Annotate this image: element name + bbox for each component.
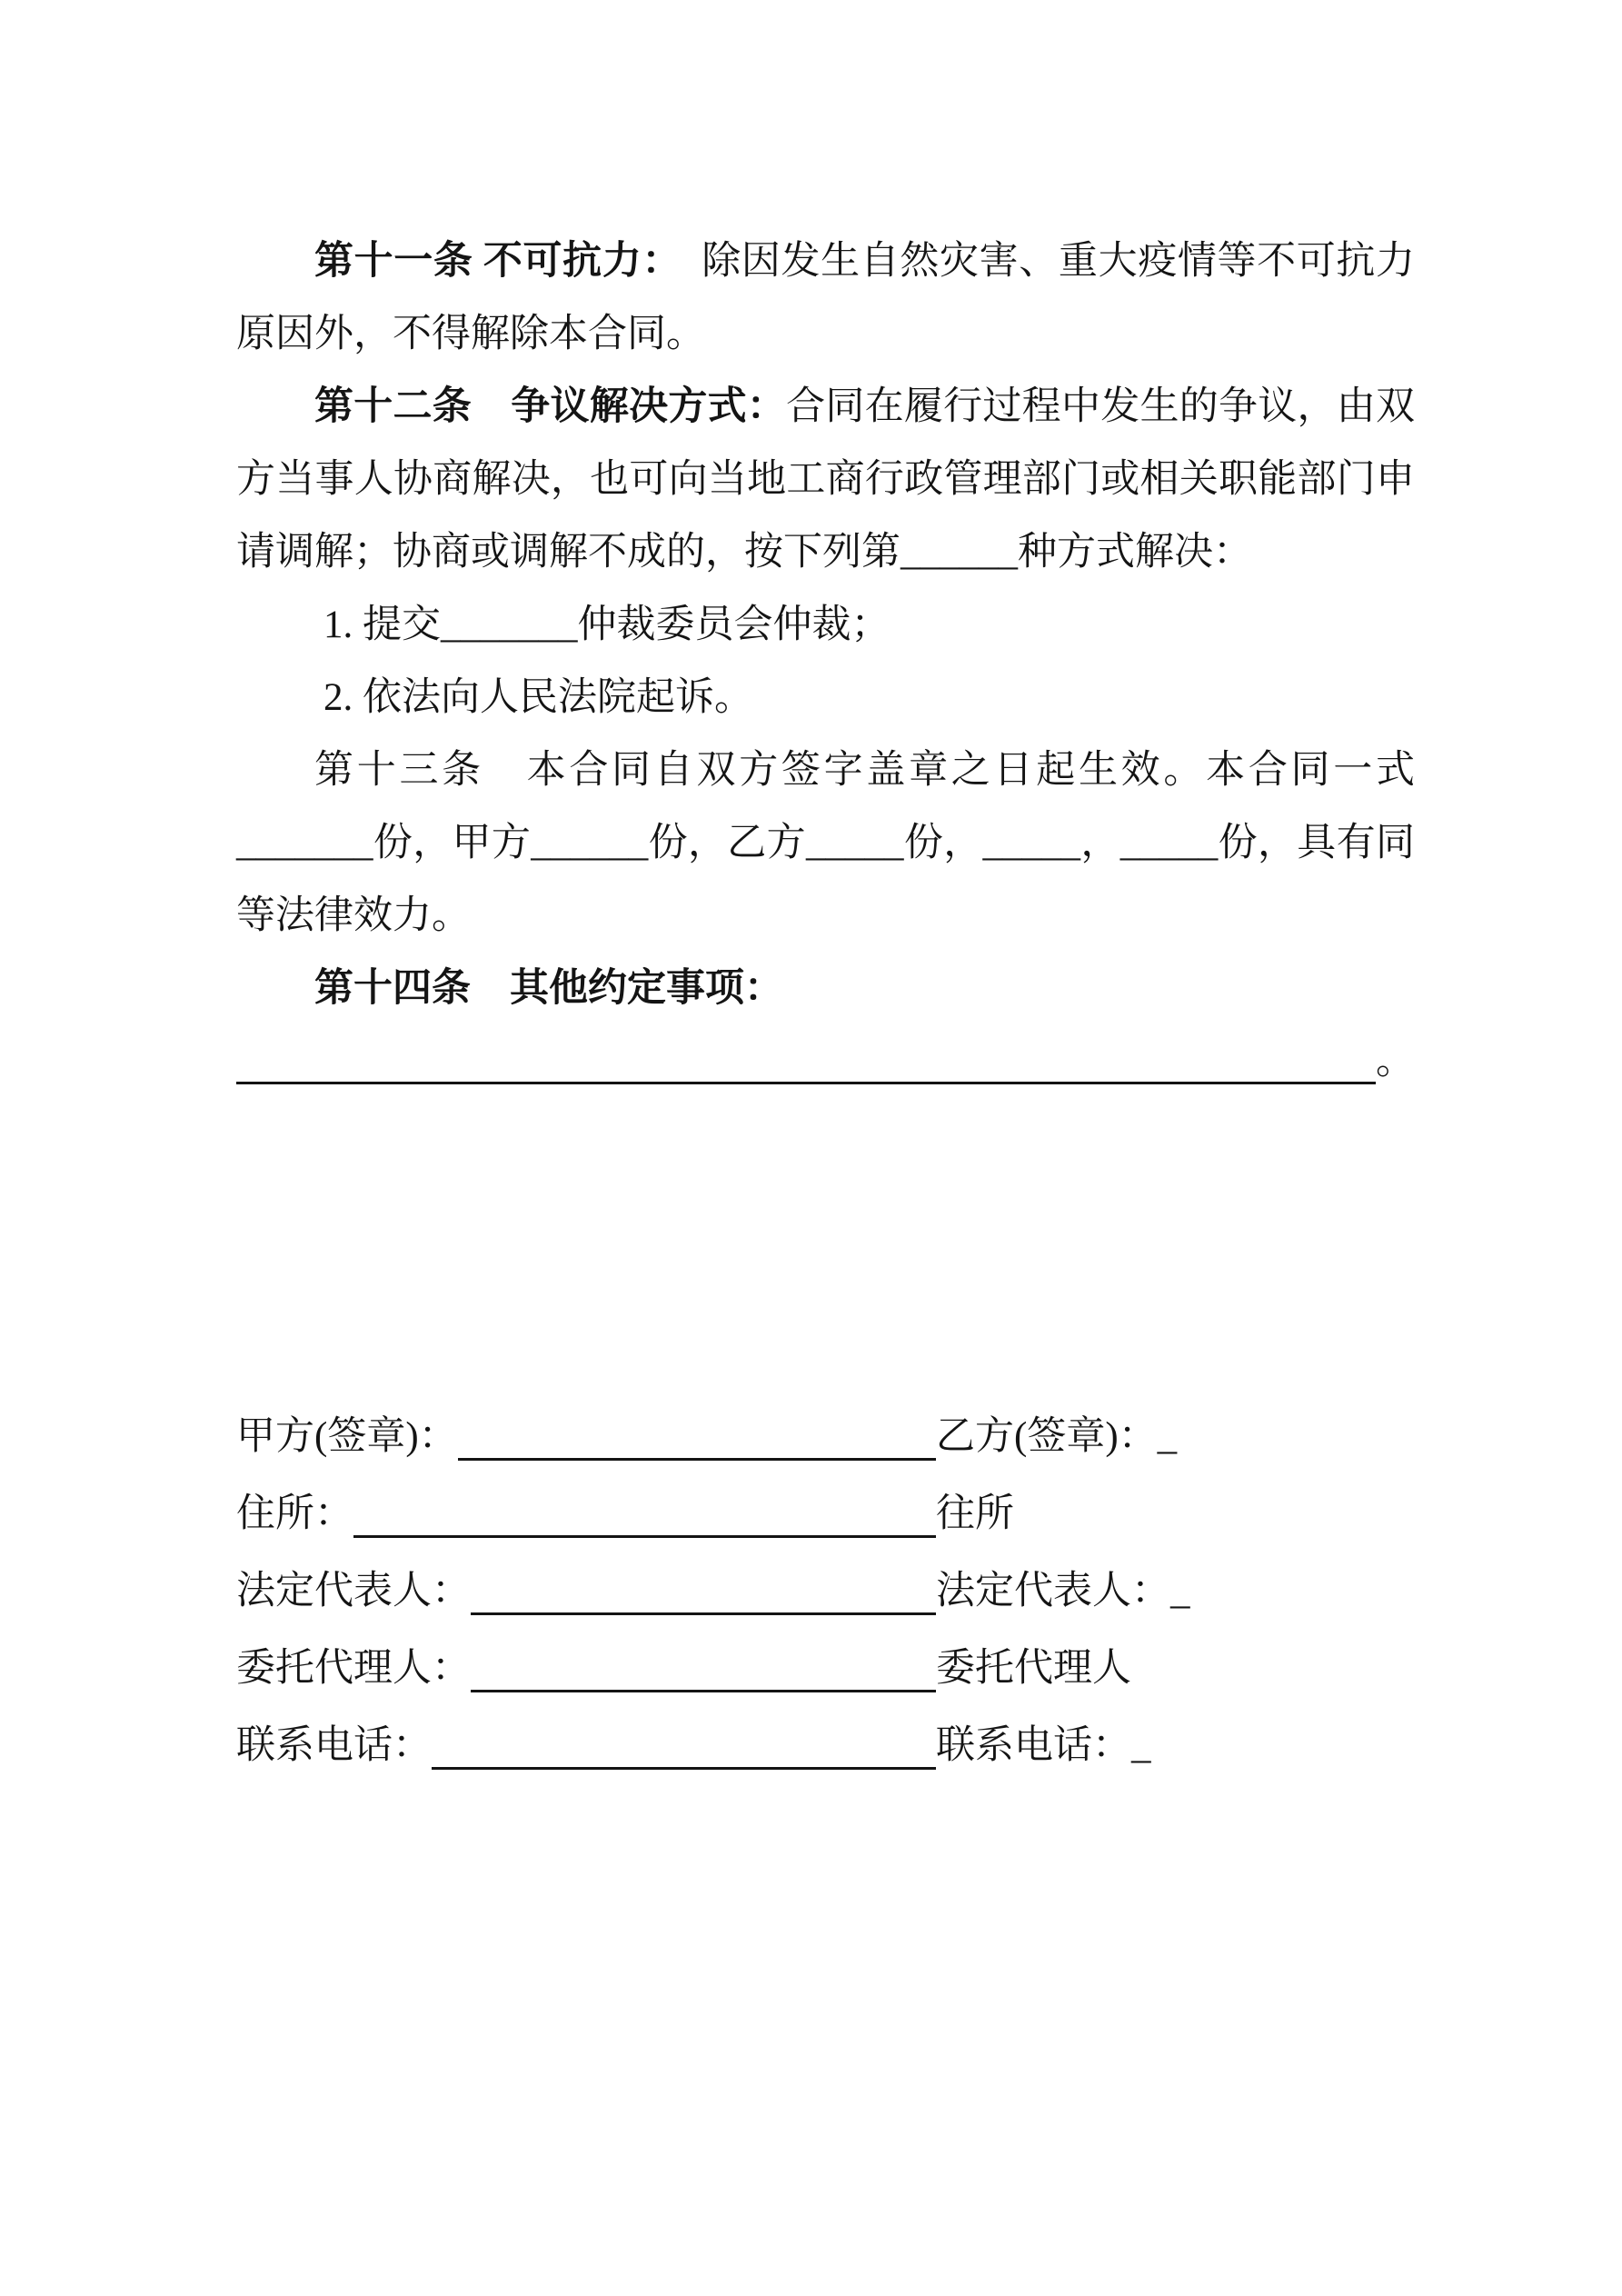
clause-12-paragraph (236, 371, 1415, 589)
party-b-legal-rep-label: 法定代表人： (936, 1570, 1170, 1612)
party-a-agent-row (236, 1630, 936, 1707)
party-b-address-label: 往所 (936, 1492, 1014, 1535)
party-b-seal-row (936, 1398, 1415, 1475)
party-a-agent-blank (471, 1690, 936, 1692)
dispute-option-1: 1. 提交_______仲裁委员会仲裁； (323, 604, 891, 646)
party-a-seal-blank (458, 1458, 936, 1461)
clause-11-body: 除因发生自然灾害、重大疫情等不可抗力原因外，不得解除本合同。 (236, 240, 1416, 355)
party-b-phone-blank: _ (1131, 1724, 1152, 1767)
party-a-seal-label: 甲方(签章)： (236, 1415, 458, 1458)
party-a-signature-column (236, 1398, 936, 1784)
party-b-seal-blank: _ (1157, 1415, 1179, 1458)
party-a-agent-label: 委托代理人： (236, 1647, 471, 1690)
party-a-legal-rep-label: 法定代表人： (236, 1570, 471, 1612)
blank-line-period: 。 (1376, 1040, 1415, 1083)
other-matters-blank-line (236, 1025, 1415, 1098)
party-a-legal-rep-blank (471, 1612, 936, 1615)
party-a-address-label: 住所： (236, 1492, 353, 1535)
clause-13-paragraph: 第十三条 本合同自双方签字盖章之日起生效。本合同一式_______份，甲方______份，乙方_____份，_____，_____份，具有同等法律效力。 (236, 749, 1415, 937)
party-b-legal-rep-row (936, 1552, 1415, 1630)
party-a-address-blank (353, 1535, 936, 1538)
party-a-phone-blank (432, 1767, 936, 1770)
party-a-legal-rep-row (236, 1552, 936, 1630)
party-a-seal-row (236, 1398, 936, 1475)
clause-12-heading: 第十二条 争议解决方式： (314, 385, 787, 428)
dispute-option-2: 2. 依法向人民法院起诉。 (323, 676, 753, 719)
party-b-phone-row (936, 1707, 1415, 1784)
party-b-legal-rep-blank: _ (1170, 1570, 1191, 1612)
party-a-phone-label: 联系电话： (236, 1724, 432, 1767)
party-a-phone-row (236, 1707, 936, 1784)
clause-11-heading: 第十一条 不可抗力： (314, 240, 662, 283)
clause-11-paragraph (236, 225, 1415, 371)
party-b-signature-column (936, 1398, 1415, 1784)
clause-14-heading: 第十四条 其他约定事项： (314, 967, 783, 1010)
party-b-phone-label: 联系电话： (936, 1724, 1131, 1767)
signature-block (236, 1398, 1415, 1784)
party-b-seal-label: 乙方(签章)： (936, 1415, 1158, 1458)
party-b-address-row (936, 1475, 1415, 1552)
clause-14-paragraph (236, 953, 1415, 1025)
clause-12-body: 合同在履行过程中发生的争议，由双方当事人协商解决，也可向当地工商行政管理部门或相关职能部门申请调解；协商或调解不成的，按下列第______种方式解决： (236, 385, 1416, 574)
party-b-agent-row (936, 1630, 1415, 1707)
blank-underline (236, 1082, 1376, 1084)
party-b-agent-label: 委托代理人 (936, 1647, 1131, 1690)
party-a-address-row (236, 1475, 936, 1552)
